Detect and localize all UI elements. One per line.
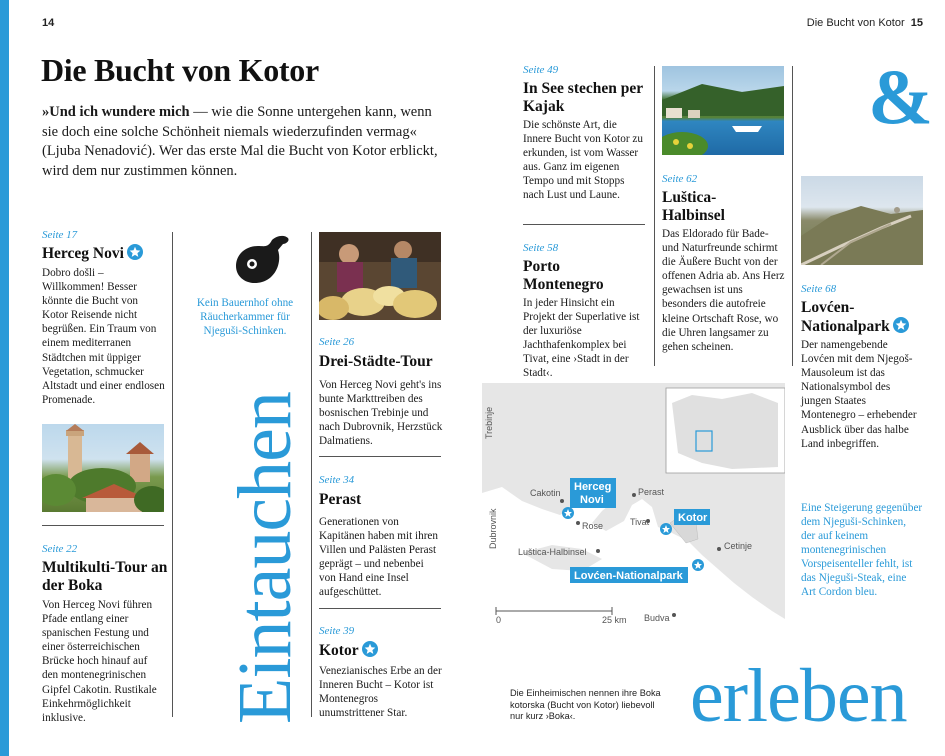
map-label-perast: Perast: [638, 487, 665, 497]
heading-porto: Porto Montenegro: [523, 258, 604, 293]
page-title: Die Bucht von Kotor: [41, 52, 319, 88]
divider: [319, 456, 441, 457]
heading-kajak: In See stechen per Kajak: [523, 80, 643, 115]
text-lovcen: Der namengebende Lovćen mit dem Njegoš-Mausoleum ist das Nationalsymbol des jungen Staates Montenegro – erhebender Ausblick über das halbe Land inbegriffen.: [801, 339, 917, 450]
intro-quote: »Und ich wundere mich: [42, 104, 190, 120]
text-multikulti: Von Herceg Novi führen Pfade entlang einer spanischen Festung und einer österreichischen Brücke hoch hinauf auf den montenegrinischen Gipfel Cakotin. Rustikale Einkehrmöglichkeit inklusive.: [42, 599, 157, 724]
text-kajak: Die schönste Art, die Innere Bucht von Kotor zu erkunden, ist vom Wasser aus. Ganz im eigenen Tempo und mit Stopps nach Lust und Laune.: [523, 119, 643, 202]
intro-paragraph: [42, 103, 447, 181]
divider: [42, 525, 164, 526]
vertical-word-eintauchen: Eintauchen: [223, 392, 307, 724]
page-header-right: [807, 17, 923, 29]
ref-kotor: Seite 39: [319, 625, 355, 637]
map-label-herceg: Herceg: [574, 481, 612, 493]
running-header: Die Bucht von Kotor: [806, 17, 905, 29]
note-ham: Kein Bauernhof ohne Räucherkammer für Njeguši-Schinken.: [196, 297, 294, 337]
star-icon: [893, 317, 909, 333]
photo-market: [319, 232, 441, 320]
note-steak: Eine Steigerung gegenüber dem Njeguši-Schinken, der auf keinem montenegrinischen Vorspeisenteller fehlt, ist das Njeguši-Steak, eine Art Cordon bleu.: [801, 502, 923, 598]
decorative-word-erleben: erleben: [690, 654, 907, 738]
ref-herceg-novi: Seite 17: [42, 229, 78, 241]
divider: [523, 224, 645, 225]
map-label-tivat: Tivat: [630, 517, 650, 527]
heading-lustica: Luštica-Halbinsel: [662, 189, 725, 224]
heading-lovcen: Lovćen-Nationalpark: [801, 299, 921, 336]
caption-boka: Die Einheimischen nennen ihre Boka kotorska (Bucht von Kotor) liebevoll nur kurz ›Boka‹.: [510, 688, 661, 721]
ref-lustica: Seite 62: [662, 173, 698, 185]
photo-herceg-novi-church: [42, 424, 164, 512]
column-rule: [654, 66, 655, 366]
blue-spine-bar: [0, 0, 9, 756]
map-label-cetinje: Cetinje: [724, 541, 753, 551]
star-icon: [362, 641, 378, 657]
column-rule: [311, 232, 312, 717]
photo-lovcen-road: [801, 176, 923, 265]
scale-km: 25 km: [602, 615, 627, 625]
photo-lustica-boat: [662, 66, 784, 155]
heading-drei-staedte: Drei-Städte-Tour: [319, 353, 433, 370]
map-label-budva: Budva: [644, 613, 670, 623]
map-label-novi: Novi: [580, 494, 604, 506]
text-kotor: Venezianisches Erbe an der Inneren Bucht – Kotor ist Montenegros unumstrittener Star.: [319, 665, 442, 720]
page-number-right: 15: [910, 17, 923, 29]
text-drei-staedte: Von Herceg Novi geht's ins bunte Markttreiben des bosnischen Trebinje und nach Dubrovnik, Herzstück Dalmatiens.: [319, 379, 443, 448]
ref-perast: Seite 34: [319, 474, 355, 486]
ref-kajak: Seite 49: [523, 64, 559, 76]
scale-zero: 0: [496, 615, 502, 625]
map-label-trebinje: Trebinje: [484, 406, 494, 439]
star-icon: [127, 244, 143, 260]
map-label-lustica: Luštica-Halbinsel: [518, 547, 587, 557]
column-rule: [792, 66, 793, 366]
map-label-cakotin: Cakotin: [530, 488, 561, 498]
heading-perast: Perast: [319, 491, 362, 508]
map-label-lovcen: Lovćen-Nationalpark: [574, 570, 683, 582]
ham-icon: [232, 232, 292, 293]
heading-kotor: Kotor: [319, 641, 378, 660]
map-label-kotor: Kotor: [678, 512, 708, 524]
ref-multikulti: Seite 22: [42, 543, 78, 555]
column-rule: [172, 232, 173, 717]
page-number-left: 14: [42, 17, 55, 29]
ref-lovcen: Seite 68: [801, 283, 837, 295]
heading-multikulti: Multikulti-Tour an der Boka: [42, 559, 168, 594]
text-porto: In jeder Hinsicht ein Projekt der Superlative ist der luxuriöse Jachthafenkomplex bei Tivat, eine ›Stadt in der Stadt‹.: [523, 297, 640, 380]
text-perast: Generationen von Kapitänen haben mit ihren Villen und Palästen Perast geprägt – und nebenbei von Hand eine Insel aufgeschüttet.: [319, 516, 438, 599]
intro-text: — wie die Sonne untergehen kann, wenn sie doch eine solche Schönheit niemals wiederzufinden vermag« (Ljuba Nenadović). Wer das erste Mal die Bucht von Kotor erblickt, wird dem nur zustimmen können.: [42, 104, 438, 179]
ref-porto: Seite 58: [523, 242, 559, 254]
ref-drei-staedte: Seite 26: [319, 336, 355, 348]
map-label-dubrovnik: Dubrovnik: [488, 508, 498, 549]
text-lustica: Das Eldorado für Bade- und Naturfreunde schirmt die Äußere Bucht von der offenen Adria ab. Ans Herz gewachsen ist uns besonders die autofreie kleine Ortschaft Rose, wo die Uhren langsamer zu gehen scheinen.: [662, 228, 785, 353]
map-label-rose: Rose: [582, 521, 604, 531]
map-bay-of-kotor: [482, 383, 785, 635]
text-herceg-novi: Dobro došli – Willkommen! Besser könnte die Bucht von Kotor Reisende nicht begrüßen. Ein Traum von einem mediterranen Städtchen mit üppiger Vegetation, schmucker Altstadt und einer endlosen Promenade.: [42, 267, 165, 406]
ampersand-decoration: &: [868, 53, 933, 140]
heading-herceg-novi: Herceg Novi: [42, 244, 143, 263]
divider: [319, 608, 441, 609]
